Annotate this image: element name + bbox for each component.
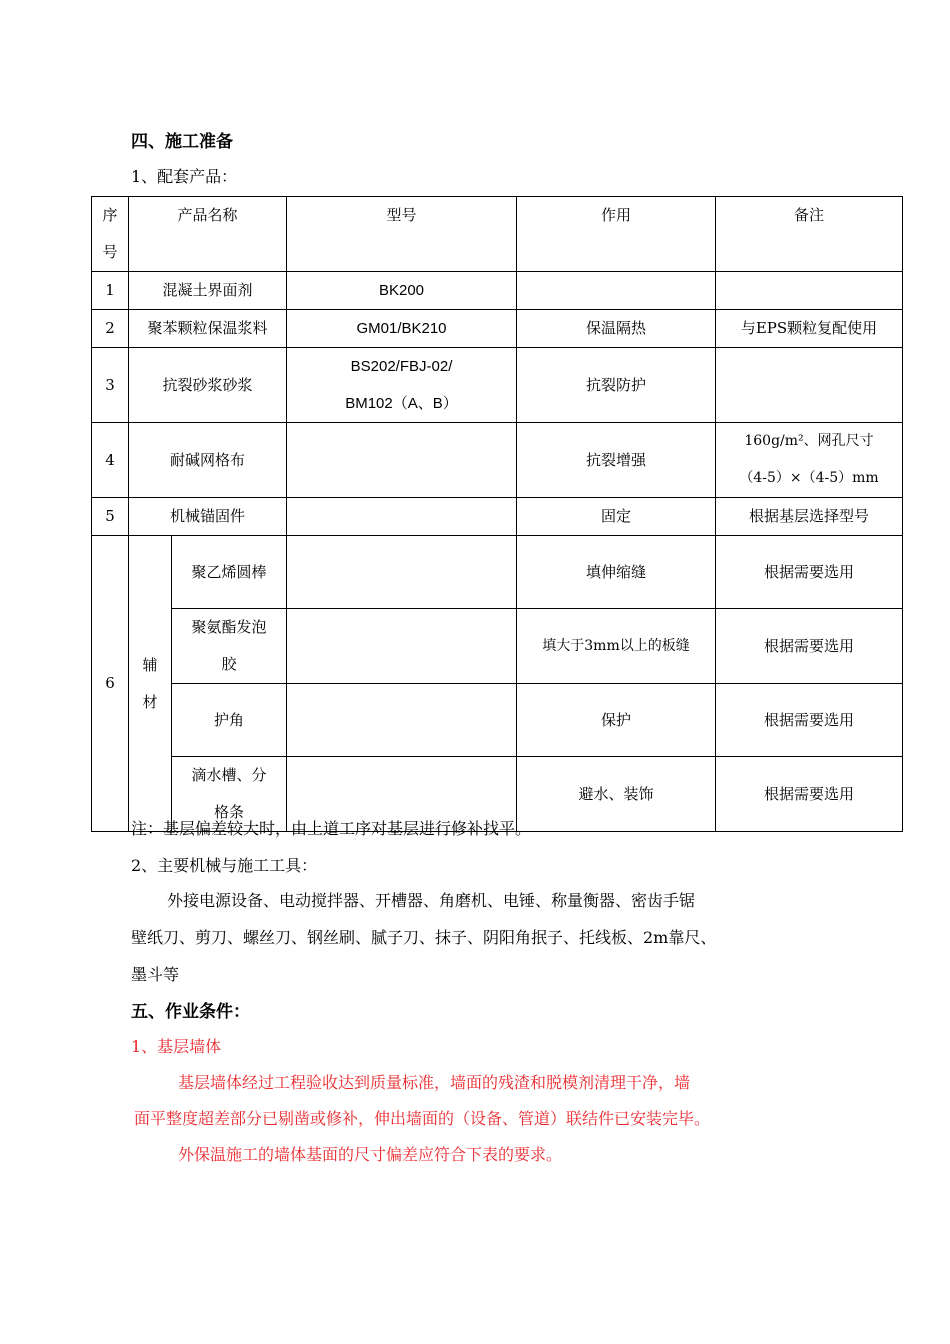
aux-group-label-char: 辅: [142, 655, 158, 674]
cell-name-line: 滴水槽、分: [191, 766, 267, 784]
cell-note: [716, 423, 903, 498]
cell-use: 抗裂防护: [517, 348, 716, 423]
table-row: [92, 423, 903, 498]
cell-model: [287, 423, 517, 498]
table-row: [92, 498, 903, 536]
cell-use: 固定: [517, 498, 716, 536]
tools-line: 外接电源设备、电动搅拌器、开槽器、角磨机、电锤、称量衡器、密齿手锯: [167, 891, 696, 910]
section-4-title: 四、施工准备: [131, 132, 233, 152]
cell-use: 保温隔热: [517, 310, 716, 348]
cell-note: 根据基层选择型号: [716, 498, 903, 536]
header-note: 备注: [716, 197, 903, 272]
cell-model: [287, 609, 517, 684]
cell-seq: 1: [92, 272, 129, 310]
cell-note-line: 160g/m²、网孔尺寸: [744, 433, 874, 449]
cell-model: [287, 684, 517, 757]
paragraph-line: 外保温施工的墙体基面的尺寸偏差应符合下表的要求。: [178, 1145, 563, 1164]
paragraph-line: 面平整度超差部分已剔凿或修补，伸出墙面的（设备、管道）联结件已安装完毕。: [134, 1109, 711, 1128]
header-model: 型号: [287, 197, 517, 272]
cell-model: BK200: [287, 272, 517, 310]
cell-note: 根据需要选用: [716, 609, 903, 684]
cell-name-line: 格条: [213, 803, 244, 821]
aux-group-label: [129, 536, 172, 832]
cell-name: 聚苯颗粒保温浆料: [129, 310, 287, 348]
cell-model: GM01/BK210: [287, 310, 517, 348]
cell-name-line: 聚氨酯发泡: [191, 618, 267, 636]
aux-group-label-char: 材: [142, 692, 158, 711]
tools-line: 壁纸刀、剪刀、螺丝刀、钢丝刷、腻子刀、抹子、阴阳角抿子、托线板、2m靠尺、: [131, 928, 717, 947]
cell-note: 与EPS颗粒复配使用: [716, 310, 903, 348]
cell-note: 根据需要选用: [716, 536, 903, 609]
table-row: [92, 684, 903, 757]
table-row: [92, 272, 903, 310]
subsection-2-title: 2、主要机械与施工工具：: [131, 856, 318, 875]
cell-note-line: （4-5）×（4-5）mm: [739, 470, 879, 486]
cell-use: [517, 272, 716, 310]
header-use: 作用: [517, 197, 716, 272]
tools-line: 墨斗等: [131, 965, 180, 984]
cell-use: 避水、装饰: [517, 757, 716, 832]
cell-note: [716, 272, 903, 310]
cell-use: 填伸缩缝: [517, 536, 716, 609]
cell-model: [287, 536, 517, 609]
cell-seq: 2: [92, 310, 129, 348]
section-5-subtitle: 1、基层墙体: [131, 1037, 222, 1056]
section-5-title: 五、作业条件：: [131, 1002, 250, 1022]
cell-note: 根据需要选用: [716, 757, 903, 832]
products-table: [91, 196, 903, 832]
subsection-1-title: 1、配套产品：: [131, 167, 238, 186]
paragraph-line: 基层墙体经过工程验收达到质量标准，墙面的残渣和脱模剂清理干净，墙: [178, 1073, 691, 1092]
cell-name: 机械锚固件: [129, 498, 287, 536]
cell-seq: 6: [92, 536, 129, 832]
table-row: [92, 348, 903, 423]
cell-use: 抗裂增强: [517, 423, 716, 498]
cell-model: [287, 498, 517, 536]
header-name: 产品名称: [129, 197, 287, 272]
table-note: 注：基层偏差较大时，由上道工序对基层进行修补找平。: [131, 819, 532, 838]
cell-seq: 5: [92, 498, 129, 536]
cell-note: [716, 348, 903, 423]
cell-model-line: BS202/FBJ-02/: [350, 358, 453, 375]
cell-name: 耐碱网格布: [129, 423, 287, 498]
cell-use: 填大于3mm以上的板缝: [517, 609, 716, 684]
header-seq: 序号: [92, 197, 129, 272]
cell-name: [172, 609, 287, 684]
cell-name: 抗裂砂浆砂浆: [129, 348, 287, 423]
cell-name: 混凝土界面剂: [129, 272, 287, 310]
table-row: [92, 609, 903, 684]
table-header-row: [92, 197, 903, 272]
table-row: [92, 310, 903, 348]
cell-name-line: 胶: [221, 655, 237, 673]
cell-model-line: BM102（A、B）: [345, 395, 458, 412]
cell-seq: 3: [92, 348, 129, 423]
table-row: [92, 536, 903, 609]
cell-name: 聚乙烯圆棒: [172, 536, 287, 609]
cell-name: 护角: [172, 684, 287, 757]
cell-use: 保护: [517, 684, 716, 757]
cell-note: 根据需要选用: [716, 684, 903, 757]
cell-model: [287, 348, 517, 423]
cell-seq: 4: [92, 423, 129, 498]
